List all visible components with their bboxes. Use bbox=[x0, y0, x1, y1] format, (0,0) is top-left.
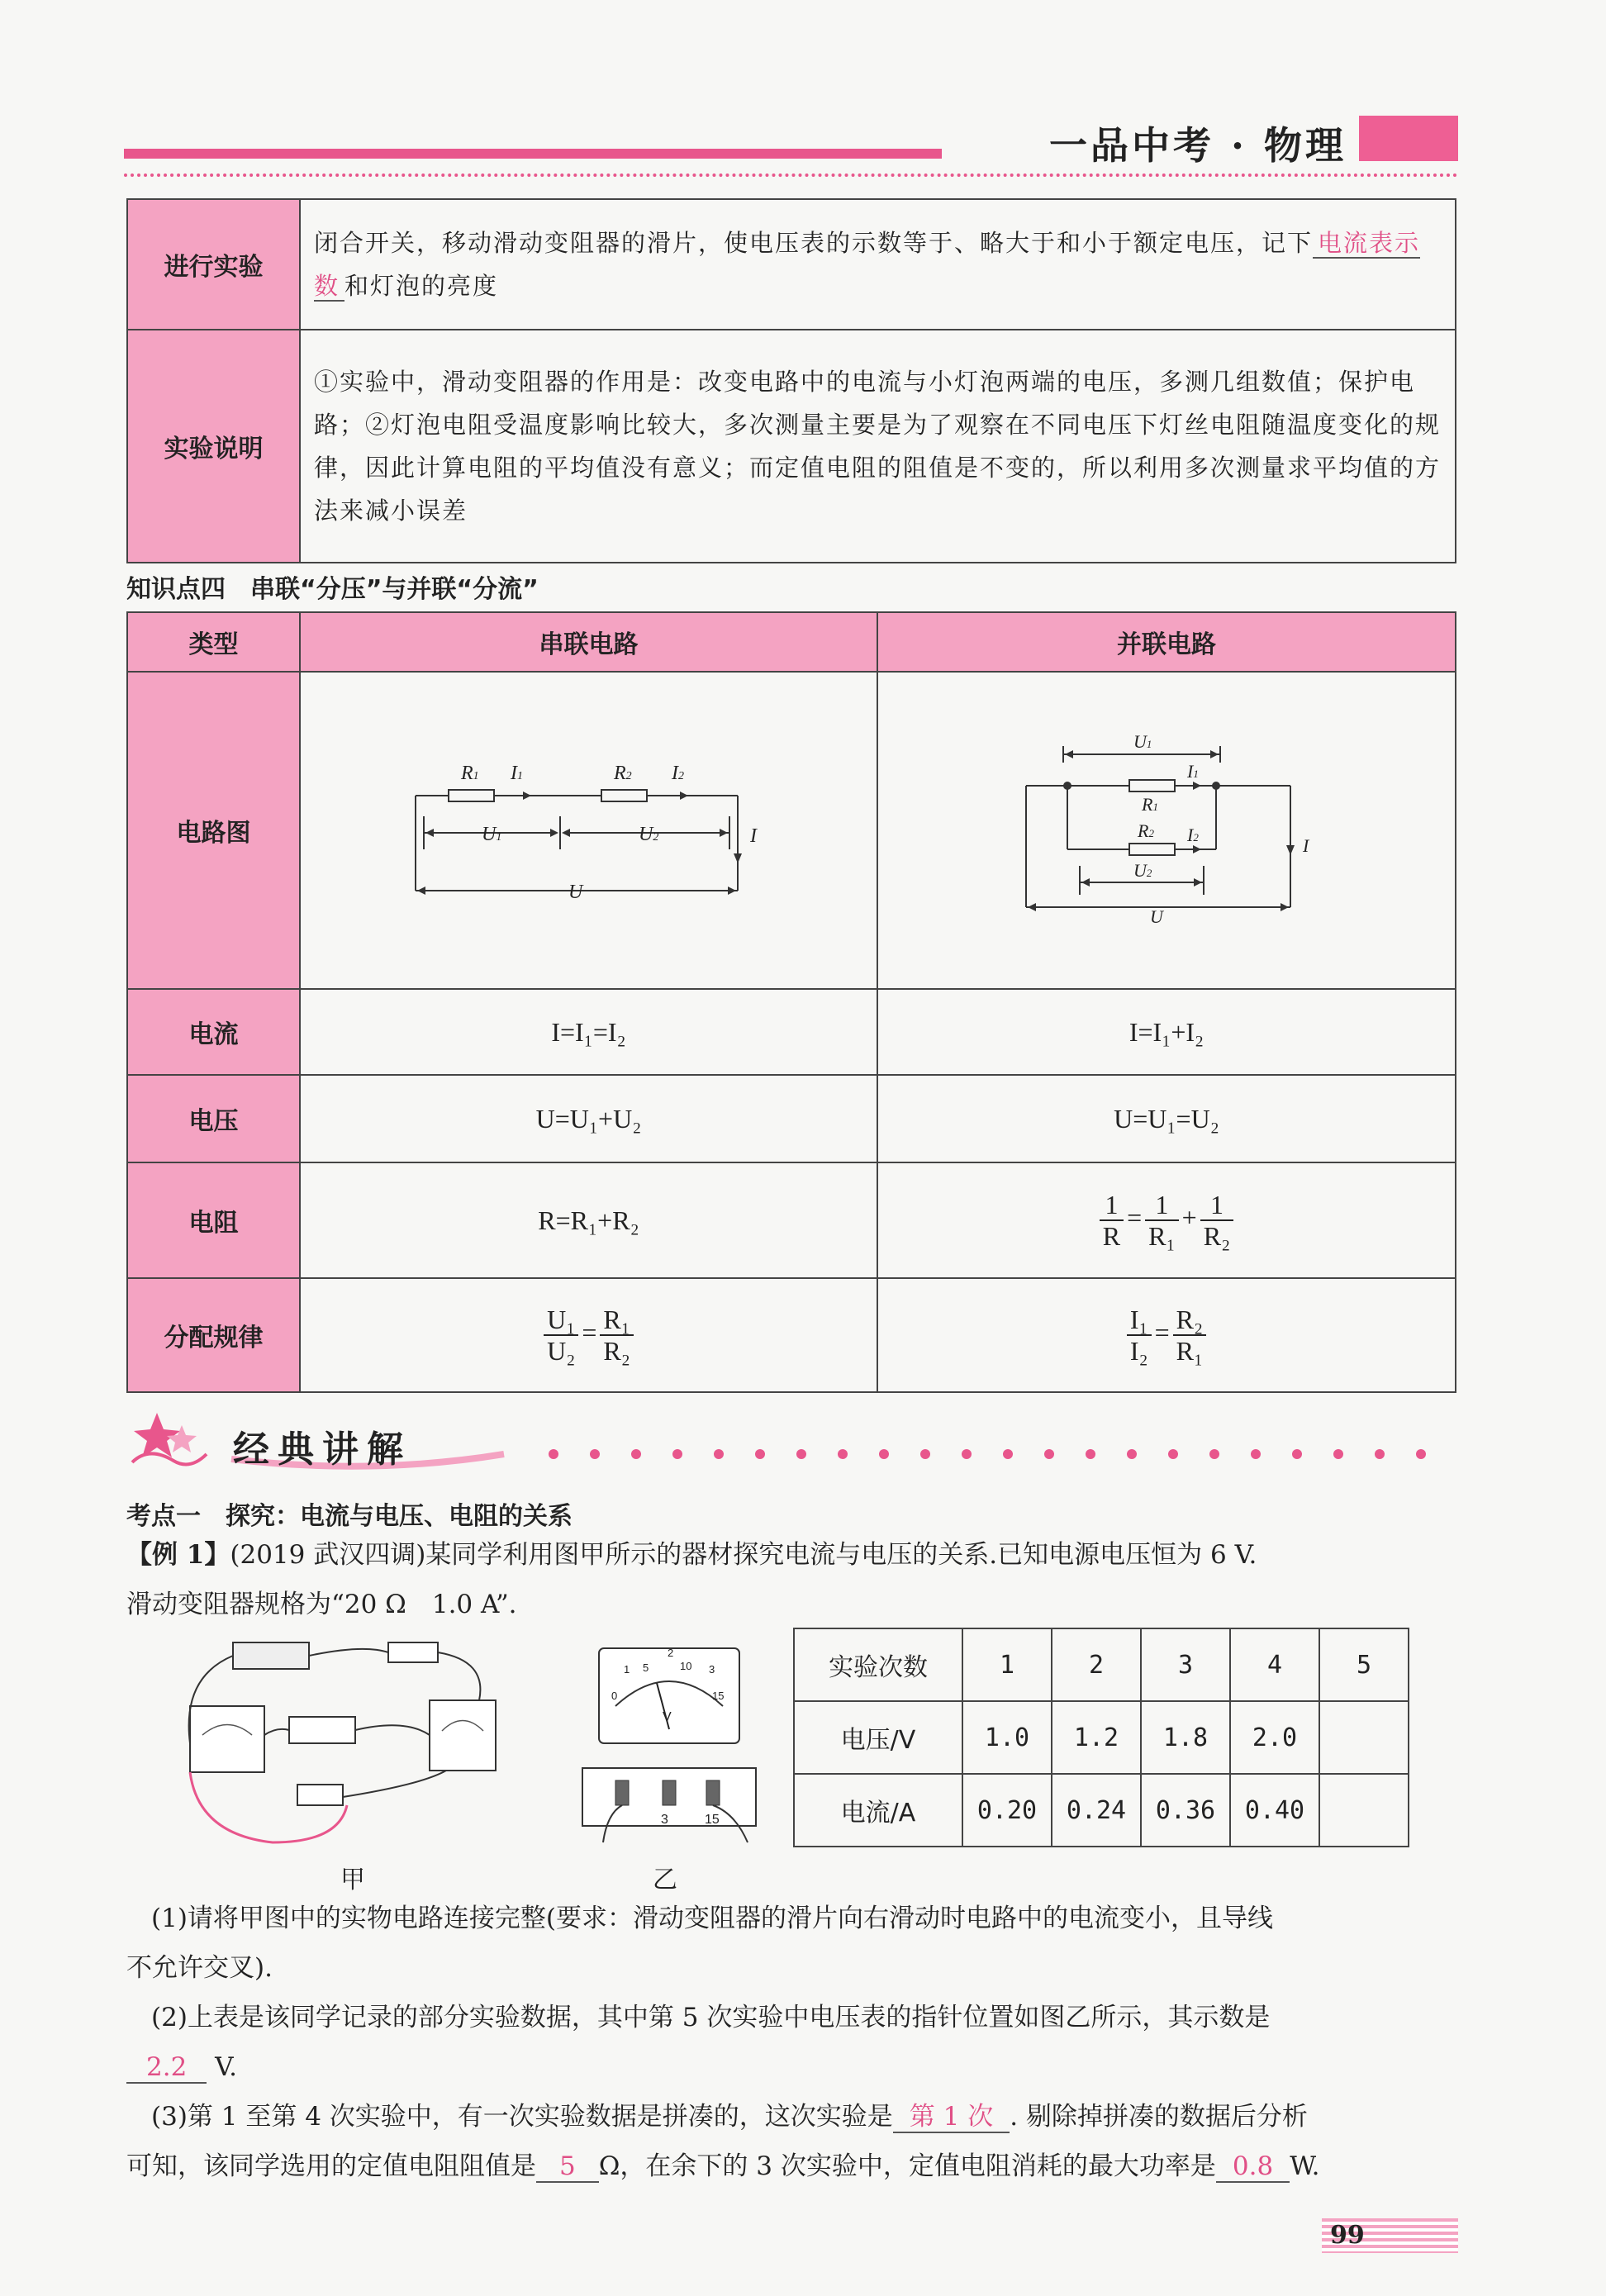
figure-b-label: 乙 bbox=[653, 1866, 677, 1894]
parallel-current: I=I₁+I₂ bbox=[877, 989, 1456, 1075]
svg-text:U2: U2 bbox=[638, 824, 658, 845]
svg-text:I2: I2 bbox=[1187, 825, 1199, 845]
parallel-circuit-diagram bbox=[1018, 730, 1315, 928]
row-diagram: 电路图 bbox=[127, 672, 300, 989]
parallel-voltage: U=U₁=U₂ bbox=[877, 1075, 1456, 1162]
svg-text:V: V bbox=[663, 1710, 672, 1724]
svg-text:2: 2 bbox=[668, 1647, 674, 1659]
current-2: 0.24 bbox=[1052, 1774, 1141, 1847]
trial-4: 4 bbox=[1230, 1628, 1319, 1701]
comparison-table bbox=[126, 611, 1456, 1393]
svg-text:10: 10 bbox=[680, 1660, 692, 1672]
svg-text:15: 15 bbox=[705, 1813, 720, 1827]
col-parallel: 并联电路 bbox=[877, 612, 1456, 672]
figure-b-voltmeter bbox=[570, 1632, 768, 1847]
svg-text:R2: R2 bbox=[613, 763, 632, 784]
procedure-text: 闭合开关，移动滑动变阻器的滑片，使电压表的示数等于、略大于和小于额定电压，记下 电流表示数 和灯泡的亮度 bbox=[300, 199, 1456, 330]
trial-2: 2 bbox=[1052, 1628, 1141, 1701]
voltage-5 bbox=[1319, 1701, 1409, 1774]
parallel-circuit-cell bbox=[877, 672, 1456, 989]
row-voltage: 电压 bbox=[127, 1075, 300, 1162]
svg-text:U: U bbox=[568, 882, 582, 903]
svg-text:U1: U1 bbox=[481, 824, 501, 845]
parallel-rule: $\frac{\text{I₁}}{\text{I₂}}$ = $\frac{\text{R₂}}{\text{R₁}}$ bbox=[877, 1278, 1456, 1392]
answer-q2: 2.2 bbox=[126, 2052, 207, 2084]
answer-q3-resistance: 5 bbox=[536, 2151, 599, 2183]
series-resistance: R=R₁+R₂ bbox=[300, 1162, 877, 1278]
series-rule: $\frac{\text{U₁}}{\text{U₂}}$ = $\frac{\text{R₁}}{\text{R₂}}$ bbox=[300, 1278, 877, 1392]
header-current: 电流/A bbox=[794, 1774, 962, 1847]
row-label-procedure: 进行实验 bbox=[127, 199, 300, 330]
svg-text:I2: I2 bbox=[671, 763, 684, 784]
book-title: 一品中考 · 物理 bbox=[1049, 123, 1347, 168]
example-intro: 【例 1】(2019 武汉四调)某同学利用图甲所示的器材探究电流与电压的关系.已知电源电压恒为 6 V. 滑动变阻器规格为“20 Ω 1.0 A”. bbox=[126, 1540, 1257, 1619]
header-dotted-line bbox=[124, 174, 1458, 177]
current-1: 0.20 bbox=[962, 1774, 1052, 1847]
series-current: I=I₁=I₂ bbox=[300, 989, 877, 1075]
answer-blank: 电流表示数 bbox=[314, 229, 1421, 300]
voltage-3: 1.8 bbox=[1141, 1701, 1230, 1774]
section-title: 经典讲解 bbox=[233, 1428, 411, 1471]
voltage-1: 1.0 bbox=[962, 1701, 1052, 1774]
svg-text:I: I bbox=[1303, 835, 1309, 856]
trial-5: 5 bbox=[1319, 1628, 1409, 1701]
svg-text:1: 1 bbox=[624, 1663, 630, 1676]
row-resistance: 电阻 bbox=[127, 1162, 300, 1278]
svg-text:5: 5 bbox=[643, 1661, 649, 1674]
svg-text:I1: I1 bbox=[1187, 761, 1199, 782]
voltage-2: 1.2 bbox=[1052, 1701, 1141, 1774]
svg-text:I1: I1 bbox=[510, 763, 523, 784]
row-rule: 分配规律 bbox=[127, 1278, 300, 1392]
svg-text:R2: R2 bbox=[1138, 820, 1154, 841]
row-label-notes: 实验说明 bbox=[127, 330, 300, 563]
current-4: 0.40 bbox=[1230, 1774, 1319, 1847]
svg-text:0: 0 bbox=[611, 1690, 618, 1702]
series-circuit-diagram bbox=[407, 746, 771, 911]
header-bar bbox=[124, 149, 942, 159]
knowledge-point-title: 知识点四 串联“分压”与并联“分流” bbox=[126, 575, 539, 604]
current-5 bbox=[1319, 1774, 1409, 1847]
parallel-resistance: $\frac{1}{R}$ = $\frac{1}{\text{R₁}}$ + $\frac{1}{\text{R₂}}$ bbox=[877, 1162, 1456, 1278]
svg-text:R1: R1 bbox=[460, 763, 479, 784]
svg-text:R1: R1 bbox=[1142, 794, 1158, 815]
svg-text:I: I bbox=[749, 825, 757, 847]
svg-text:3: 3 bbox=[661, 1813, 668, 1827]
header-accent bbox=[1359, 116, 1458, 161]
header-trial: 实验次数 bbox=[794, 1628, 962, 1701]
header-voltage: 电压/V bbox=[794, 1701, 962, 1774]
answer-q3-trial: 第 1 次 bbox=[893, 2102, 1010, 2133]
col-type: 类型 bbox=[127, 612, 300, 672]
trial-3: 3 bbox=[1141, 1628, 1230, 1701]
svg-text:15: 15 bbox=[712, 1690, 725, 1702]
page-number: 99 bbox=[1330, 2221, 1365, 2250]
experiment-table bbox=[126, 198, 1456, 563]
svg-text:U2: U2 bbox=[1133, 860, 1152, 881]
series-circuit-cell bbox=[300, 672, 877, 989]
questions: (1)请将甲图中的实物电路连接完整(要求：滑动变阻器的滑片向右滑动时电路中的电流变小，且导线 不允许交叉). (2)上表是该同学记录的部分实验数据，其中第 5 次实验中电压表的指针位置如图乙所示，其示数是 2.2 V. (3)第 1 至第 4 次实验中，有一次实验数据是拼凑的，这次实验是 第 1 次 . 剔除掉拼凑的数据后分析 可知，该同学选用的定值电阻阻值是 5 Ω，在余下的 3 次实验中，定值电阻消耗的最大功率是 0.8 W. bbox=[126, 1904, 1320, 2181]
notes-text: ①实验中，滑动变阻器的作用是：改变电路中的电流与小灯泡两端的电压，多测几组数值；保护电路；②灯泡电阻受温度影响比较大，多次测量主要是为了观察在不同电压下灯丝电阻随温度变化的规律，因此计算电阻的平均值没有意义；而定值电阻的阻值是不变的，所以利用多次测量求平均值的方法来减小误差 bbox=[300, 330, 1456, 563]
svg-text:U1: U1 bbox=[1133, 731, 1152, 752]
svg-text:U: U bbox=[1150, 906, 1163, 927]
trial-1: 1 bbox=[962, 1628, 1052, 1701]
col-series: 串联电路 bbox=[300, 612, 877, 672]
row-current: 电流 bbox=[127, 989, 300, 1075]
current-3: 0.36 bbox=[1141, 1774, 1230, 1847]
figure-a-apparatus bbox=[173, 1628, 520, 1859]
data-table bbox=[793, 1628, 1409, 1847]
series-voltage: U=U₁+U₂ bbox=[300, 1075, 877, 1162]
figure-a-label: 甲 bbox=[340, 1866, 365, 1894]
answer-q3-power: 0.8 bbox=[1216, 2151, 1290, 2183]
svg-text:3: 3 bbox=[709, 1663, 715, 1676]
voltage-4: 2.0 bbox=[1230, 1701, 1319, 1774]
kaodian-title: 考点一 探究：电流与电压、电阻的关系 bbox=[126, 1502, 573, 1531]
